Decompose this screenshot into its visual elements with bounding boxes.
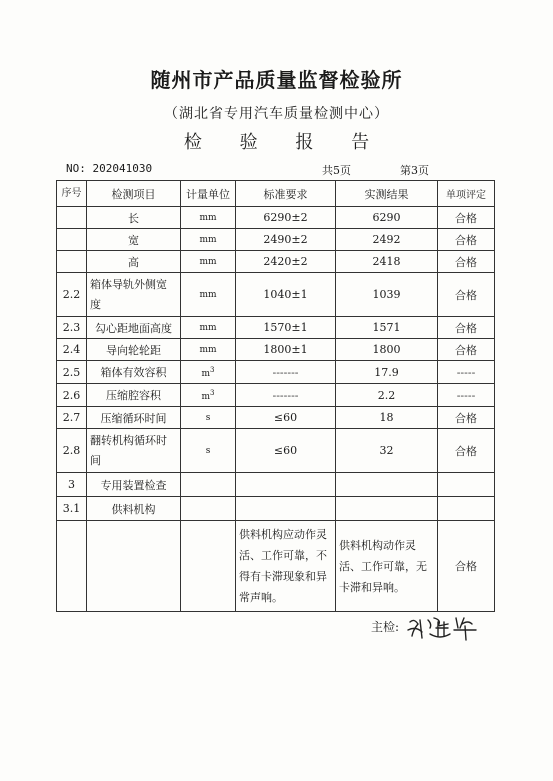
total-pages: 共5页	[322, 164, 351, 177]
table-row	[57, 429, 495, 473]
cell-seq: 2.3	[57, 317, 87, 339]
cell-item: 勾心距地面高度	[87, 317, 181, 339]
cell-result	[336, 497, 438, 521]
cell-result: 6290	[336, 207, 438, 229]
col-header-item: 检测项目	[87, 181, 181, 207]
cell-unit: mm	[181, 317, 236, 339]
cell-result: 18	[336, 407, 438, 429]
cell-item: 供料机构	[87, 497, 181, 521]
cell-item: 压缩循环时间	[87, 407, 181, 429]
cell-result: 2.2	[336, 384, 438, 407]
col-header-unit: 计量单位	[181, 181, 236, 207]
cell-unit: s	[181, 407, 236, 429]
cell-item: 箱体有效容积	[87, 361, 181, 384]
cell-item: 长	[87, 207, 181, 229]
inspector-label: 主检:	[371, 620, 400, 634]
cell-result: 2418	[336, 251, 438, 273]
cell-unit: mm	[181, 207, 236, 229]
cell-standard: 2490±2	[236, 229, 336, 251]
cell-unit: s	[181, 429, 236, 473]
cell-judgement: 合格	[438, 251, 495, 273]
cell-seq: 2.5	[57, 361, 87, 384]
cell-standard: 供料机构应动作灵活、工作可靠，不得有卡滞现象和异常声响。	[236, 521, 336, 612]
cell-judgement: -----	[438, 384, 495, 407]
cell-seq	[57, 521, 87, 612]
cell-standard: 1800±1	[236, 339, 336, 361]
cell-unit	[181, 473, 236, 497]
cell-seq: 2.8	[57, 429, 87, 473]
cell-standard: 2420±2	[236, 251, 336, 273]
report-number: NO: 202041030	[66, 162, 153, 175]
cell-seq: 3.1	[57, 497, 87, 521]
cell-judgement: 合格	[438, 273, 495, 317]
inspector-signature	[404, 612, 484, 642]
cell-unit: $m^3$	[181, 384, 236, 407]
cell-seq	[57, 207, 87, 229]
cell-result: 供料机构动作灵活、工作可靠，无卡滞和异响。	[336, 521, 438, 612]
cell-standard: -------	[236, 361, 336, 384]
cell-judgement: 合格	[438, 339, 495, 361]
cell-standard	[236, 473, 336, 497]
cell-judgement: 合格	[438, 207, 495, 229]
col-header-judgement: 单项评定	[438, 181, 495, 207]
cell-item: 宽	[87, 229, 181, 251]
institute-subtitle: （湖北省专用汽车质量检测中心）	[164, 106, 389, 122]
cell-unit: mm	[181, 251, 236, 273]
cell-standard: -------	[236, 384, 336, 407]
table-row	[57, 251, 495, 273]
cell-judgement: 合格	[438, 407, 495, 429]
cell-result: 1800	[336, 339, 438, 361]
cell-seq: 3	[57, 473, 87, 497]
cell-judgement: 合格	[438, 429, 495, 473]
table-row	[57, 339, 495, 361]
cell-item: 箱体导轨外侧宽度	[87, 273, 181, 317]
cell-result: 2492	[336, 229, 438, 251]
cell-standard	[236, 497, 336, 521]
cell-judgement: -----	[438, 361, 495, 384]
cell-unit: mm	[181, 339, 236, 361]
cell-standard: 1570±1	[236, 317, 336, 339]
cell-result	[336, 473, 438, 497]
cell-result: 17.9	[336, 361, 438, 384]
table-row	[57, 407, 495, 429]
cell-result: 1039	[336, 273, 438, 317]
table-row	[57, 317, 495, 339]
table-row	[57, 384, 495, 407]
cell-seq: 2.7	[57, 407, 87, 429]
table-row	[57, 521, 495, 612]
col-header-standard: 标准要求	[236, 181, 336, 207]
cell-item: 专用装置检查	[87, 473, 181, 497]
cell-result: 1571	[336, 317, 438, 339]
cell-judgement: 合格	[438, 317, 495, 339]
col-header-seq: 序号	[57, 181, 87, 207]
col-header-result: 实测结果	[336, 181, 438, 207]
cell-item: 翻转机构循环时间	[87, 429, 181, 473]
cell-seq	[57, 229, 87, 251]
cell-result: 32	[336, 429, 438, 473]
cell-unit: $m^3$	[181, 361, 236, 384]
table-row	[57, 361, 495, 384]
cell-judgement: 合格	[438, 229, 495, 251]
current-page: 第3页	[400, 164, 429, 177]
cell-item	[87, 521, 181, 612]
cell-seq: 2.6	[57, 384, 87, 407]
cell-judgement	[438, 473, 495, 497]
cell-item: 高	[87, 251, 181, 273]
report-title: 检 验 报 告	[183, 132, 386, 153]
cell-unit: mm	[181, 273, 236, 317]
cell-unit: mm	[181, 229, 236, 251]
cell-seq: 2.2	[57, 273, 87, 317]
cell-unit	[181, 521, 236, 612]
table-row	[57, 207, 495, 229]
cell-judgement	[438, 497, 495, 521]
table-row	[57, 273, 495, 317]
cell-item: 压缩腔容积	[87, 384, 181, 407]
table-header-row	[57, 181, 495, 207]
cell-standard: ≤60	[236, 407, 336, 429]
table-row	[57, 497, 495, 521]
table-row	[57, 229, 495, 251]
cell-item: 导向轮轮距	[87, 339, 181, 361]
cell-seq	[57, 251, 87, 273]
cell-unit	[181, 497, 236, 521]
institute-title: 随州市产品质量监督检验所	[150, 68, 403, 92]
inspection-table	[56, 180, 495, 612]
cell-standard: 1040±1	[236, 273, 336, 317]
cell-standard: 6290±2	[236, 207, 336, 229]
cell-judgement: 合格	[438, 521, 495, 612]
table-row	[57, 473, 495, 497]
cell-standard: ≤60	[236, 429, 336, 473]
cell-seq: 2.4	[57, 339, 87, 361]
